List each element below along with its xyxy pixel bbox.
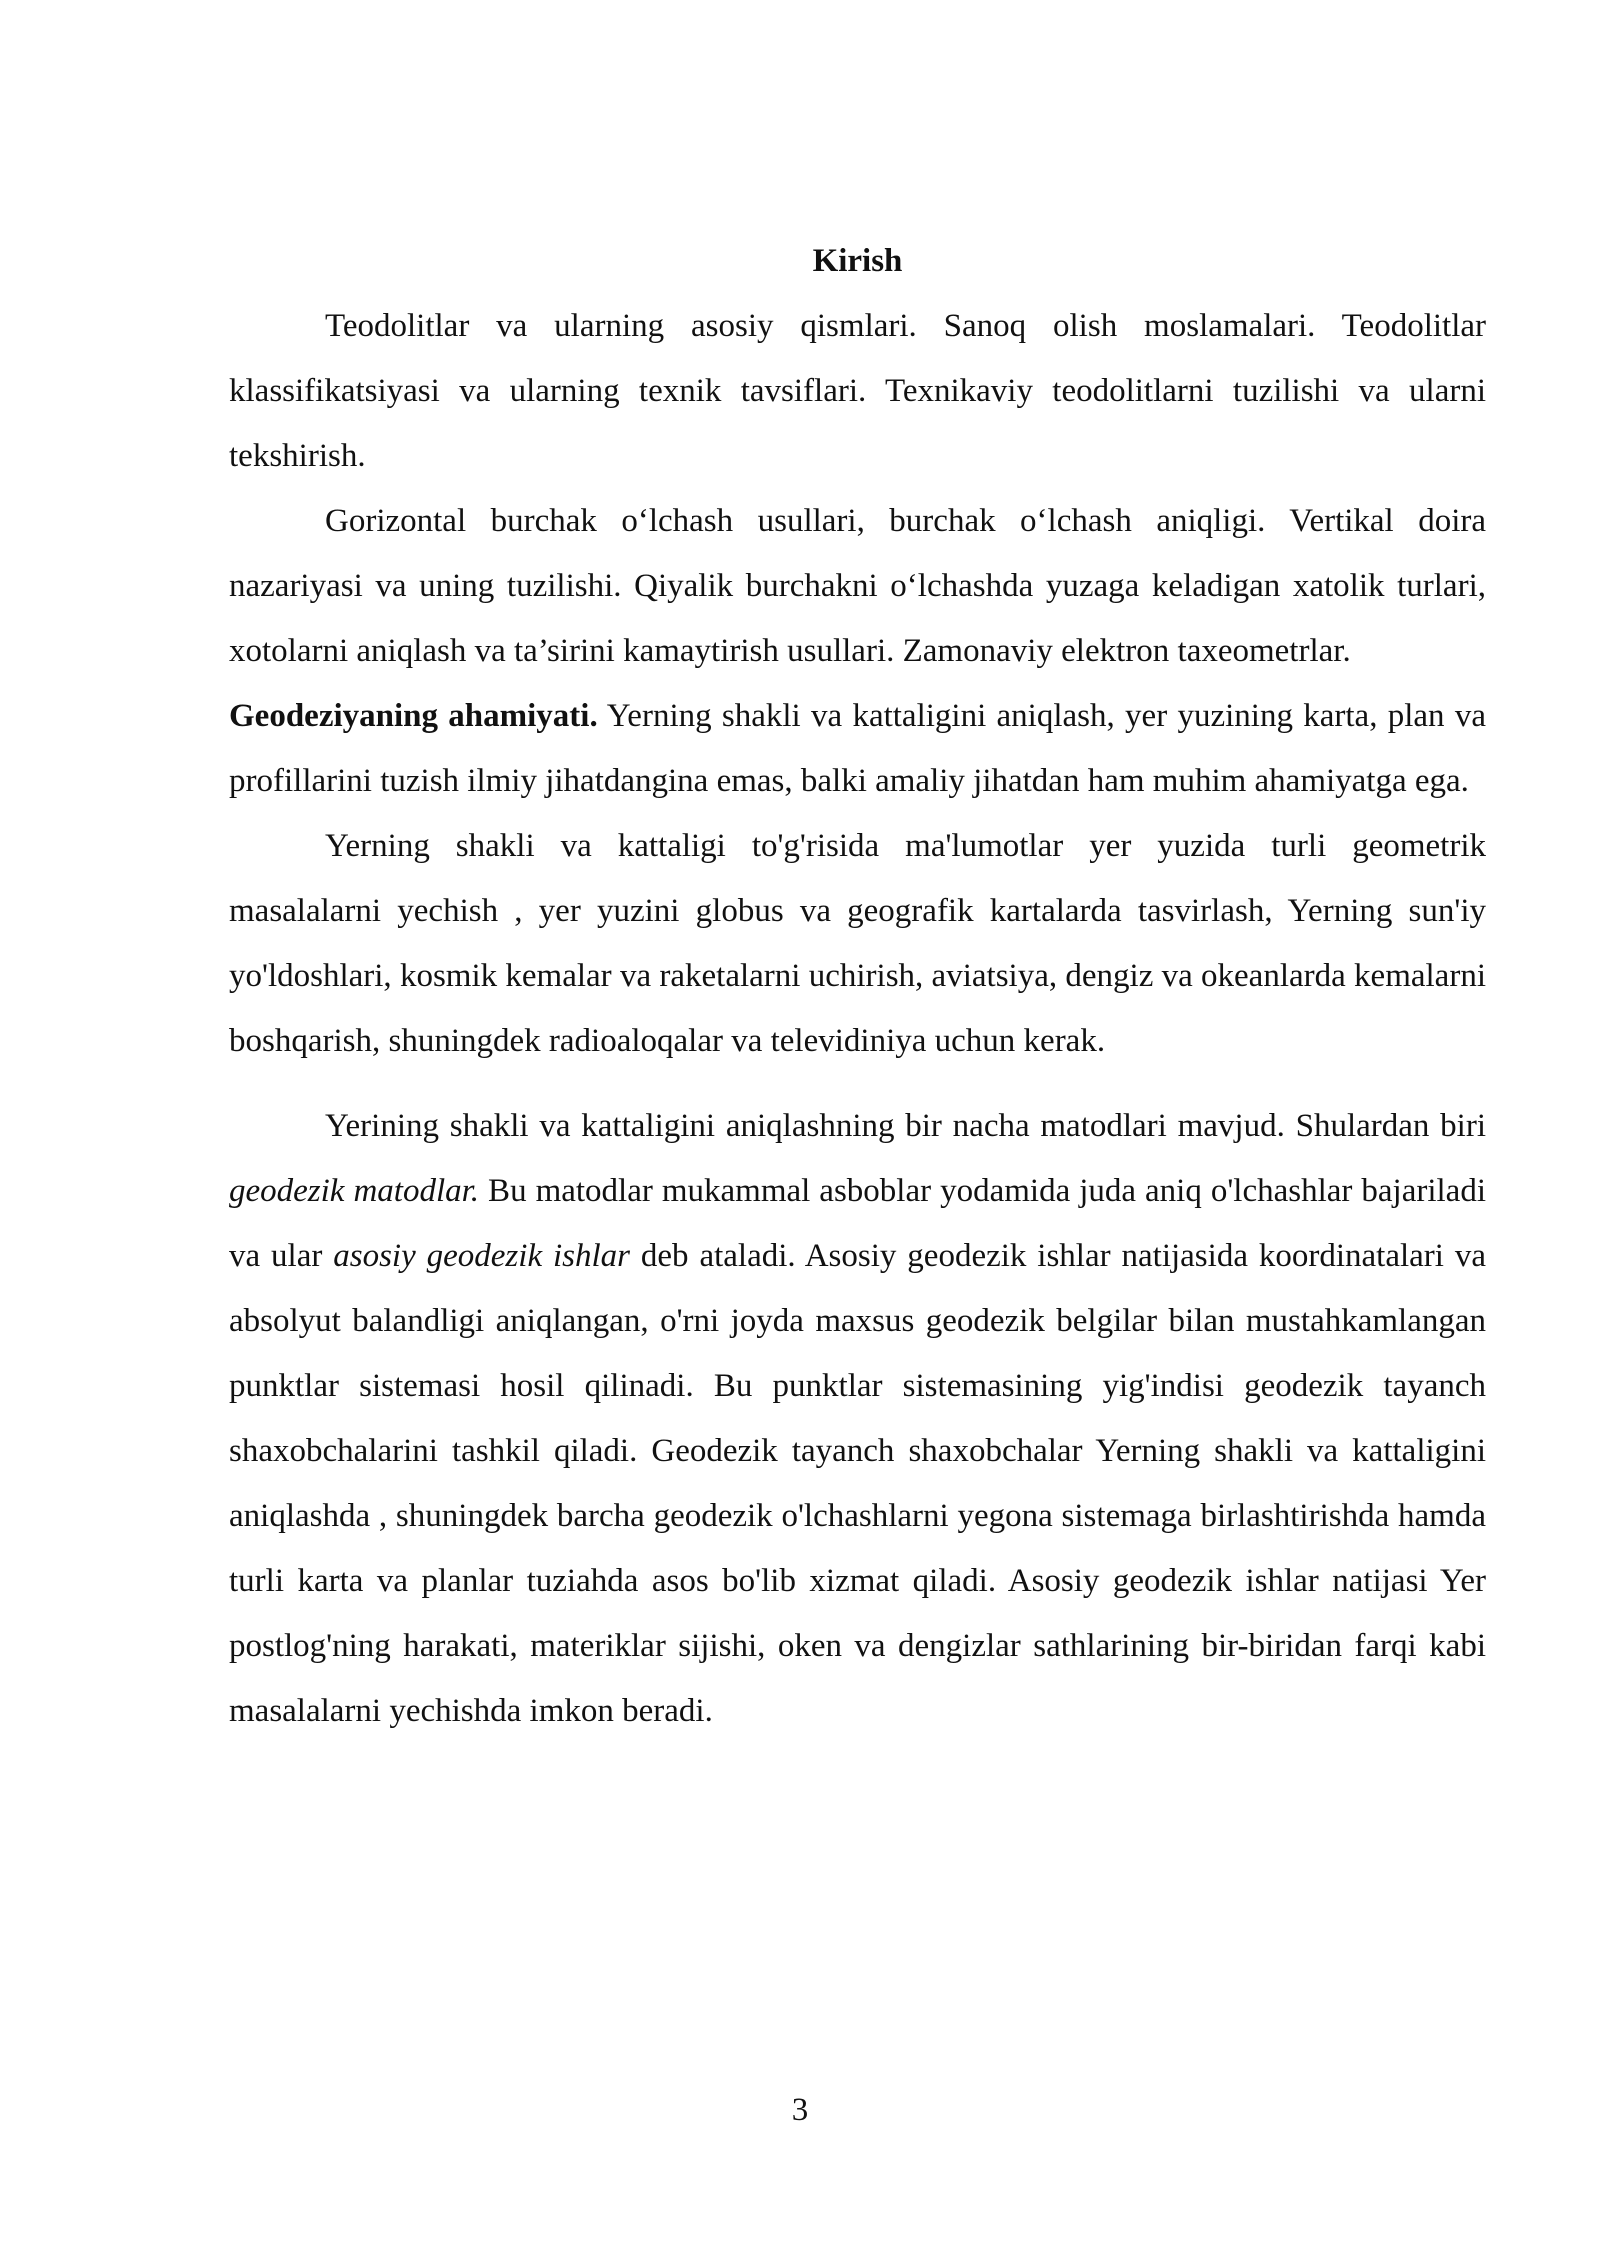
page-number: 3 [791,2092,809,2128]
page-content [229,238,1486,1744]
paragraph-3 [229,684,1486,814]
paragraph-2: Gorizontal burchak o‘lchash usullari, burchak o‘lchash aniqligi. Vertikal doira nazariyasi va uning tuzilishi. Qiyalik burchakni o‘lchashda yuzaga keladigan xatolik turlari, xotolarni aniqlash va ta’sirini kamaytirish usullari. Zamonaviy elektron taxeometrlar. [229,503,1486,669]
paragraph-5-text-b: Bu matodlar mukammal asboblar yodamida juda aniq o'lchashlar bajariladi va ular [229,1173,1487,1274]
paragraph-5-italic-1: geodezik matodlar. [229,1173,480,1209]
paragraph-5-italic-2: asosiy geodezik ishlar [333,1238,631,1274]
paragraph-5 [229,1094,1486,1744]
section-title: Kirish [812,243,903,279]
paragraph-1: Teodolitlar va ularning asosiy qismlari. Sanoq olish moslamalari. Teodolitlar klassifikatsiyasi va ularning texnik tavsiflari. Texnikaviy teodolitlarni tuzilishi va ularni tekshirish. [229,308,1486,474]
paragraph-3-heading: Geodeziyaning ahamiyati. [229,698,598,734]
paragraph-4: Yerning shakli va kattaligi to'g'risida ma'lumotlar yer yuzida turli geometrik masalalarni yechish , yer yuzini globus va geografik kartalarda tasvirlash, Yerning sun'iy yo'ldoshlari, kosmik kemalar va raketalarni uchirish, aviatsiya, dengiz va okeanlarda kemalarni boshqarish, shuningdek radioaloqalar va televidiniya uchun kerak. [229,828,1486,1059]
paragraph-5-text-c: deb ataladi. Asosiy geodezik ishlar natijasida koordinatalari va absolyut balandligi aniqlangan, o'rni joyda maxsus geodezik belgilar bilan mustahkamlangan punktlar sistemasi hosil qilinadi. Bu punktlar sistemasining yig'indisi geodezik tayanch shaxobchalarini tashkil qiladi. Geodezik tayanch shaxobchalar Yerning shakli va kattaligini aniqlashda , shuningdek barcha geodezik o'lchashlarni yegona sistemaga birlashtirishda hamda turli karta va planlar tuziahda asos bo'lib xizmat qiladi. Asosiy geodezik ishlar natijasi Yer postlog'ning harakati, materiklar sijishi, oken va dengizlar sathlarining bir-biridan farqi kabi masalalarni yechishda imkon beradi. [229,1238,1486,1729]
paragraph-5-text-a: Yerining shakli va kattaligini aniqlashning bir nacha matodlari mavjud. Shulardan biri [325,1108,1486,1144]
paragraph-3-text: Yerning shakli va kattaligini aniqlash, yer yuzining karta, plan va profillarini tuzish ilmiy jihatdangina emas, balki amaliy jihatdan ham muhim ahamiyatga ega. [229,698,1486,799]
